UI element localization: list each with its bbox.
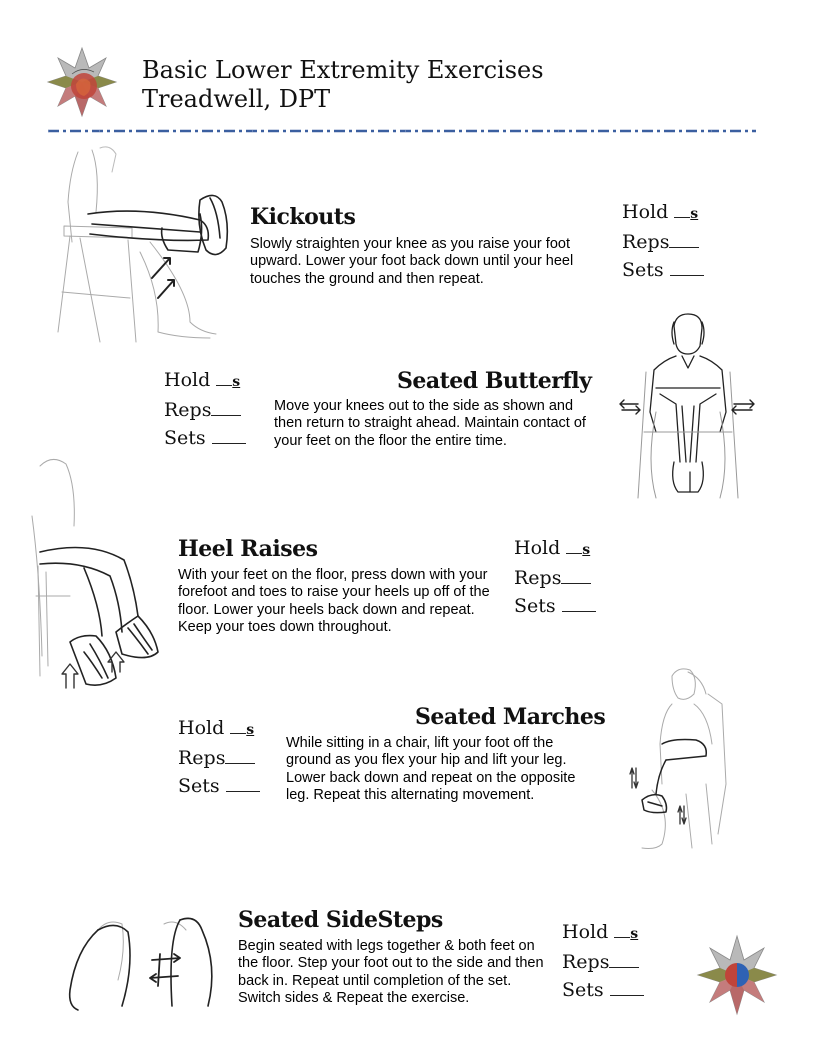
exercise-description-heel-raises: With your feet on the floor, press down with your forefoot and toes to raise your heels up off of the floor. Lower your heels back down and repeat. Keep your toes down throughout.: [178, 567, 490, 636]
sets-field[interactable]: Sets: [562, 976, 644, 1004]
exercise-title-kickouts: Kickouts: [250, 204, 356, 230]
header-logo: [46, 46, 118, 118]
prescription-seated-butterfly: [164, 366, 246, 452]
star-compass-icon: [696, 934, 778, 1016]
sets-field[interactable]: Sets: [164, 424, 246, 452]
exercise-description-kickouts: Slowly straighten your knee as you raise your foot upward. Lower your foot back down until your heel touches the ground and then repeat.: [250, 236, 574, 287]
reps-field[interactable]: Reps: [514, 564, 596, 592]
header-divider: [48, 126, 756, 136]
reps-field[interactable]: Reps: [562, 948, 644, 976]
heel-raise-illustration: [30, 456, 170, 692]
footer-logo: [696, 934, 778, 1016]
seated-march-illustration: [622, 664, 742, 854]
prescription-heel-raises: [514, 534, 596, 620]
document-title: [142, 56, 544, 114]
hold-field[interactable]: Hold s: [178, 717, 255, 739]
prescription-kickouts: [622, 198, 704, 284]
seated-butterfly-illustration: [616, 312, 760, 502]
exercise-description-seated-butterfly: Move your knees out to the side as shown and then return to straight ahead. Maintain contact of your feet on the floor the entire time.: [274, 398, 586, 449]
hold-field[interactable]: Hold s: [164, 369, 241, 391]
reps-field[interactable]: Reps: [178, 744, 260, 772]
sets-field[interactable]: Sets: [622, 256, 704, 284]
reps-field[interactable]: Reps: [164, 396, 246, 424]
exercise-title-seated-butterfly: Seated Butterfly: [397, 368, 592, 394]
sets-field[interactable]: Sets: [514, 592, 596, 620]
title-line-2: Treadwell, DPT: [142, 85, 331, 113]
seated-sidestep-illustration: [68, 910, 224, 1022]
reps-field[interactable]: Reps: [622, 228, 704, 256]
hold-field[interactable]: Hold s: [622, 201, 699, 223]
hold-field[interactable]: Hold s: [562, 921, 639, 943]
hold-field[interactable]: Hold s: [514, 537, 591, 559]
star-logo-icon: [46, 46, 118, 118]
title-line-1: Basic Lower Extremity Exercises: [142, 56, 544, 84]
prescription-seated-marches: [178, 714, 260, 800]
exercise-title-heel-raises: Heel Raises: [178, 536, 318, 562]
exercise-title-seated-marches: Seated Marches: [415, 704, 606, 730]
exercise-description-seated-sidesteps: Begin seated with legs together & both feet on the floor. Step your foot out to the side and then back in. Repeat until completion of the set. Switch sides & Repeat the exercise.: [238, 938, 544, 1007]
sets-field[interactable]: Sets: [178, 772, 260, 800]
prescription-seated-sidesteps: [562, 918, 644, 1004]
exercise-title-seated-sidesteps: Seated SideSteps: [238, 907, 443, 933]
seated-kickout-illustration: [40, 142, 240, 352]
exercise-description-seated-marches: While sitting in a chair, lift your foot off the ground as you flex your hip and lift your leg. Lower back down and repeat on the opposite leg. Repeat this alternating movement.: [286, 735, 576, 804]
